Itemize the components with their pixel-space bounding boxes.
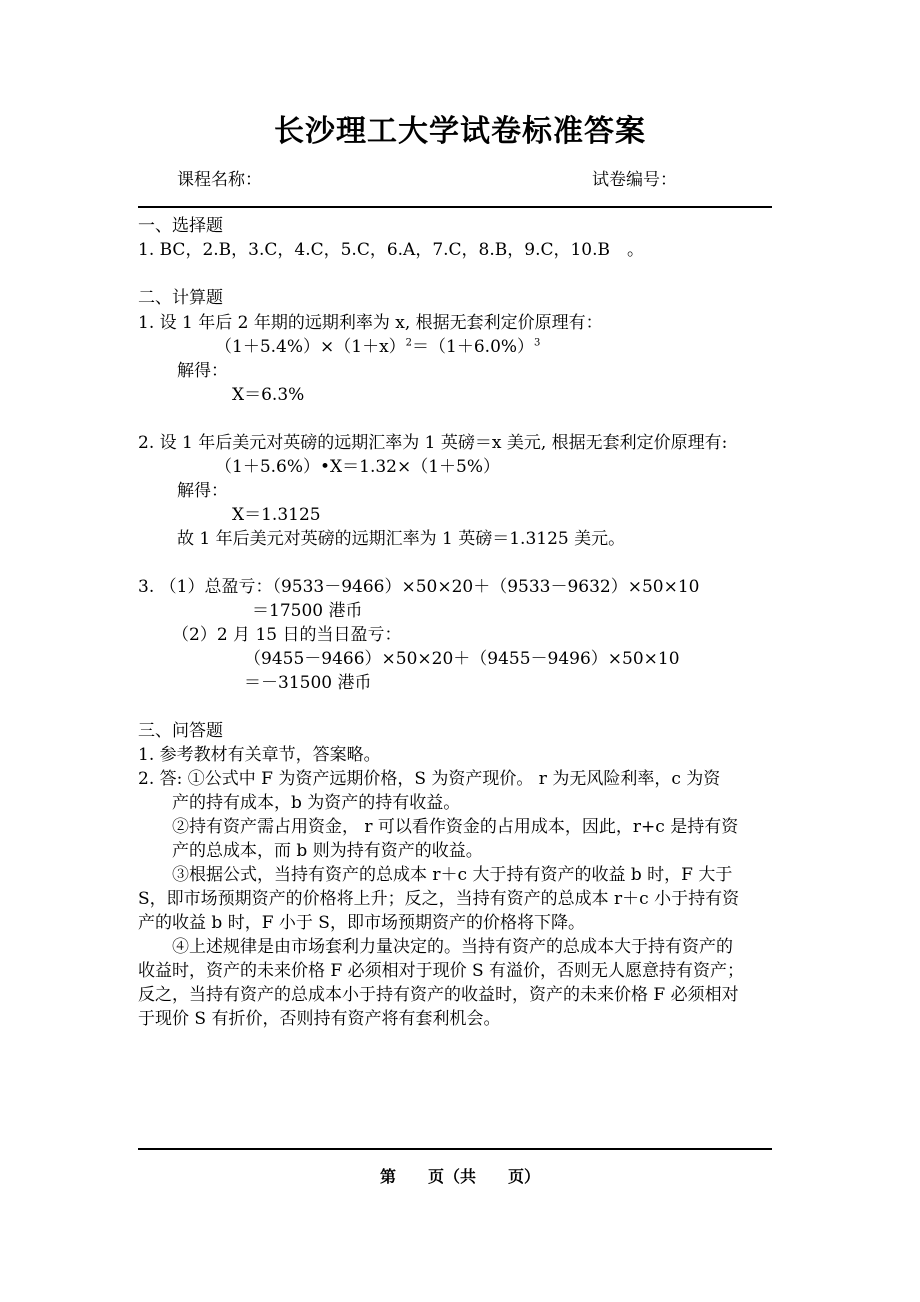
page-number: 第 页（共 页） (379, 1167, 540, 1186)
calc-q3-part2-result: ＝－31500 港币 (244, 673, 372, 693)
calc-q2-result: X＝1.3125 (232, 505, 321, 525)
calc-q2-statement: 2. 设 1 年后美元对英磅的远期汇率为 1 英磅＝x 美元, 根据无套利定价原理有: (138, 433, 728, 453)
calc-q3-part2-formula: （9455－9466）×50×20＋（9455－9496）×50×10 (244, 649, 680, 669)
calc-q1-result: X＝6.3% (232, 385, 305, 405)
calc-q1-eq-right: ＝（1＋6.0%） (412, 337, 535, 357)
page-title: 长沙理工大学试卷标准答案 (274, 114, 646, 149)
qa-q2-line: 2. 答: ①公式中 F 为资产远期价格，S 为资产现价。 r 为无风险利率，c 为资 (138, 769, 721, 789)
qa-q2-line: S，即市场预期资产的价格将上升；反之，当持有资产的总成本 r＋c 小于持有资 (138, 889, 740, 909)
section-heading-choice: 一、选择题 (138, 216, 223, 236)
section-heading-calc: 二、计算题 (138, 288, 223, 308)
calc-q2-equation: （1＋5.6%）•X＝1.32×（1＋5%） (215, 457, 501, 477)
calc-q2-solve-label: 解得： (177, 481, 228, 501)
calc-q2-conclusion: 故 1 年后美元对英磅的远期汇率为 1 英磅＝1.3125 美元。 (177, 529, 626, 549)
calc-q1-eq-left: （1＋5.4%）×（1＋x） (215, 337, 406, 357)
qa-q2-line: 收益时，资产的未来价格 F 必须相对于现价 S 有溢价，否则无人愿意持有资产； (138, 961, 745, 981)
calc-q3-part1: 3. （1）总盈亏：（9533－9466）×50×20＋（9533－9632）×50×10 (138, 577, 700, 597)
header-divider (138, 206, 772, 208)
qa-q2-line: ③根据公式，当持有资产的总成本 r＋c 大于持有资产的收益 b 时，F 大于 (172, 865, 733, 885)
calc-q1-solve-label: 解得： (177, 361, 228, 381)
paper-number-label: 试卷编号： (592, 170, 677, 190)
calc-q1-eq-right-exponent: 3 (534, 337, 541, 349)
calc-q3-part2-label: （2）2 月 15 日的当日盈亏： (172, 625, 402, 645)
qa-q2-line: ②持有资产需占用资金， r 可以看作资金的占用成本，因此，r+c 是持有资 (172, 817, 739, 837)
qa-q2-line: 于现价 S 有折价，否则持有资产将有套利机会。 (138, 1009, 501, 1029)
qa-q2-line: 反之，当持有资产的总成本小于持有资产的收益时，资产的未来价格 F 必须相对 (138, 985, 739, 1005)
qa-q1: 1. 参考教材有关章节，答案略。 (138, 745, 381, 765)
calc-q1-equation (215, 335, 540, 359)
calc-q1-eq-left-exponent: 2 (405, 337, 413, 349)
footer-divider (138, 1148, 772, 1150)
calc-q1-statement: 1. 设 1 年后 2 年期的远期利率为 x, 根据无套利定价原理有： (138, 313, 603, 333)
section-heading-qa: 三、问答题 (138, 721, 223, 741)
calc-q3-part1-result: ＝17500 港币 (252, 601, 363, 621)
qa-q2-line: 产的收益 b 时，F 小于 S，即市场预期资产的价格将下降。 (138, 913, 585, 933)
course-name-label: 课程名称： (177, 170, 262, 190)
choice-answers: 1. BC，2.B，3.C，4.C，5.C，6.A，7.C，8.B，9.C，10.B 。 (138, 240, 645, 260)
qa-q2-line: ④上述规律是由市场套利力量决定的。当持有资产的总成本大于持有资产的 (172, 937, 733, 957)
qa-q2-line: 产的持有成本，b 为资产的持有收益。 (172, 793, 461, 813)
qa-q2-line: 产的总成本，而 b 则为持有资产的收益。 (172, 841, 483, 861)
